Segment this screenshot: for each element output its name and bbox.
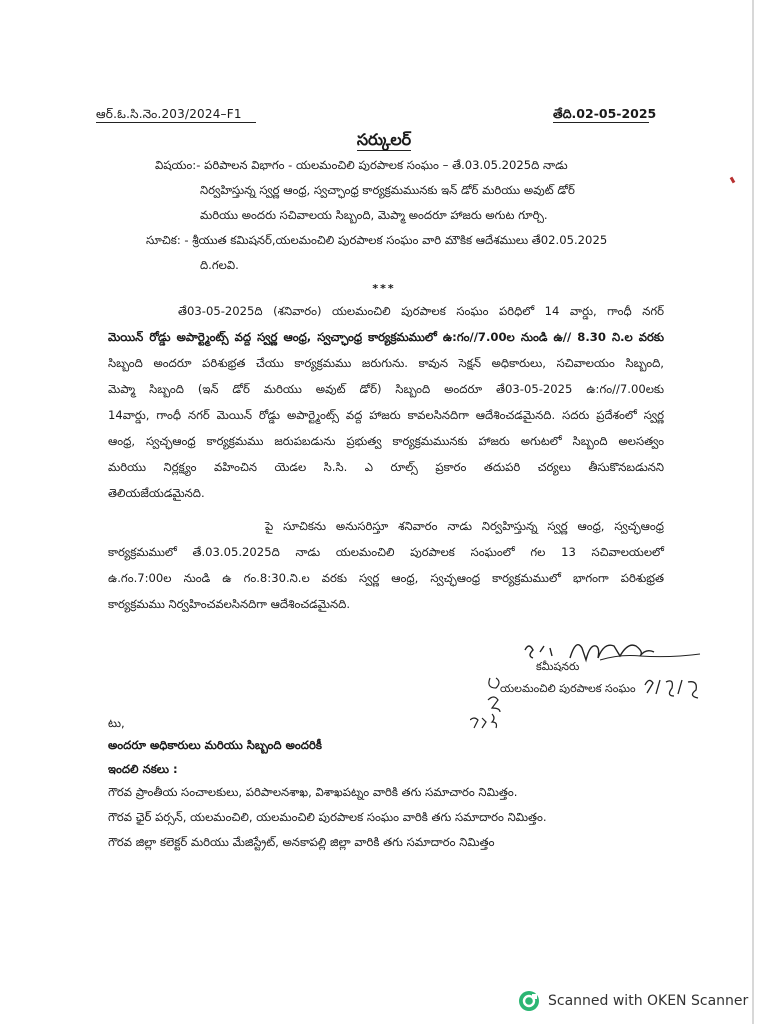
body-line: మెప్మా సిబ్బంది (ఇన్ డోర్ మరియు అవుట్ డోర్) సిబ్బంది అందరూ తే03-05-2025 ఉ:గం//7.00లకు <box>108 382 664 396</box>
reference-underline <box>96 122 256 123</box>
body-line: ఆంధ్ర, స్వచ్ఛఆంధ్ర కార్యక్రమము జరుపబడును ప్రభుత్వ కార్యక్రమమునకు హాజరు అగుటలో సిబ్బంది అలసత్వం <box>108 434 664 448</box>
title-text: సర్కులర్ <box>356 130 412 149</box>
reference-note-line: ది.గలవి. <box>200 258 239 272</box>
signature-block <box>470 630 740 750</box>
body-line: కార్యక్రమములో తే.03.05.2025ది నాడు యలమంచిలి పురపాలక సంఘంలో గల 13 సచివాలయలలో <box>108 545 664 559</box>
copy-recipient: గౌరవ జిల్లా కలెక్టర్ మరియు మేజిస్ట్రేట్, అనకాపల్లి జిల్లా వారికి తగు సమాదారం నిమిత్తం <box>108 835 495 849</box>
oken-scanner-logo-icon <box>518 990 540 1012</box>
scanner-text: Scanned with OKEN Scanner <box>548 993 749 1009</box>
body-line: పై సూచికను అనుసరిస్తూ శనివారం నాడు నిర్వహిస్తున్న స్వర్ణ ఆంధ్ర, స్వచ్ఛఆంధ్ర <box>265 519 664 533</box>
body-line: మెయిన్ రోడ్డు అపార్ట్మెంట్స్ వద్ద స్వర్ణ ఆంధ్ర, స్వచ్ఛాంధ్ర కార్యక్రమములో ఉ:గం//7.00ల నుండి ఉ// 8.30 ని.ల వరకు <box>108 330 664 344</box>
copy-recipient: గౌరవ ఛైర్ పర్సన్, యలమంచిలి, యలమంచిలి పురపాలక సంఘం వారికి తగు సమాదారం నిమిత్తం. <box>108 810 547 824</box>
body-line: మరియు నిర్లక్ష్యం వహించిన యెడల సి.సి. ఎ రూల్స్ ప్రకారం తదుపరి చర్యలు తీసుకొనబడునని <box>108 460 664 474</box>
to-label: టు, <box>108 716 125 730</box>
copy-heading: ఇందలి నకలు : <box>108 762 178 776</box>
page-edge <box>752 0 754 1024</box>
scanner-watermark <box>518 990 748 1012</box>
subject-line: విషయం:- పరిపాలన విభాగం - యలమంచిలి పురపాలక సంఘం – తే.03.05.2025ది నాడు <box>155 158 568 172</box>
body-line: సిబ్బంది అందరూ పరిశుభ్రత చేయు కార్యక్రమము జరుగును. కావున సెక్షన్ అధికారులు, సచివాలయం సిబ్బంది, <box>108 356 664 370</box>
ink-mark <box>730 177 736 184</box>
copy-recipient: గౌరవ ప్రాంతీయ సంచాలకులు, పరిపాలనశాఖ, విశాఖపట్నం వారికి తగు సమాచారం నిమిత్తం. <box>108 785 518 799</box>
body-line: తే03-05-2025ది (శనివారం) యలమంచిలి పురపాలక సంఘం పరిధిలో 14 వార్డు, గాంధీ నగర్ <box>178 304 664 318</box>
body-line: కార్యక్రమము నిర్వహించవలసినదిగా ఆదేశించడమైనది. <box>108 597 351 611</box>
body-line: తెలియజేయడమైనది. <box>108 486 205 500</box>
body-line: 14వార్డు, గాంధీ నగర్ మెయిన్ రోడ్డు అపార్ట్మెంట్స్ వద్ద హాజరు కావలసినదిగా ఆదేశించడమైనది. సదరు ప్రదేశంలో స్వర్ణ <box>108 408 664 422</box>
to-recipients: అందరూ అధికారులు మరియు సిబ్బంది అందరికీ <box>108 738 322 752</box>
reference-note-line: సూచిక: - శ్రీయుత కమిషనర్,యలమంచిలి పురపాలక సంఘం వారి మౌకిక ఆదేశములు తే02.05.2025 <box>146 233 608 247</box>
reference-number: ఆర్.ఓ.సి.నెం.203/2024–F1 <box>96 107 242 121</box>
document-title <box>0 130 768 153</box>
separator: *** <box>372 282 396 295</box>
document-date: తేది.02-05-2025 <box>553 106 657 121</box>
subject-line: మరియు అందరు సచివాలయ సిబ్బంది, మెప్మా అందరూ హాజరు అగుట గూర్చి. <box>200 208 548 222</box>
signer-office: యలమంచిలి పురపాలక సంఘం <box>500 682 636 695</box>
body-line: ఉ.గం.7:00ల నుండి ఉ గం.8:30.ని.ల వరకు స్వర్ణ ఆంధ్ర, స్వచ్ఛఆంధ్ర కార్యక్రమములో భాగంగా పరిశుభ్రత <box>108 571 664 585</box>
subject-line: నిర్వహిస్తున్న స్వర్ణ ఆంధ్ర, స్వచ్ఛాంధ్ర కార్యక్రమమునకు ఇన్ డోర్ మరియు అవుట్ డోర్ <box>200 183 575 197</box>
date-underline <box>553 122 649 123</box>
signer-designation: కమీషనరు <box>536 660 580 673</box>
